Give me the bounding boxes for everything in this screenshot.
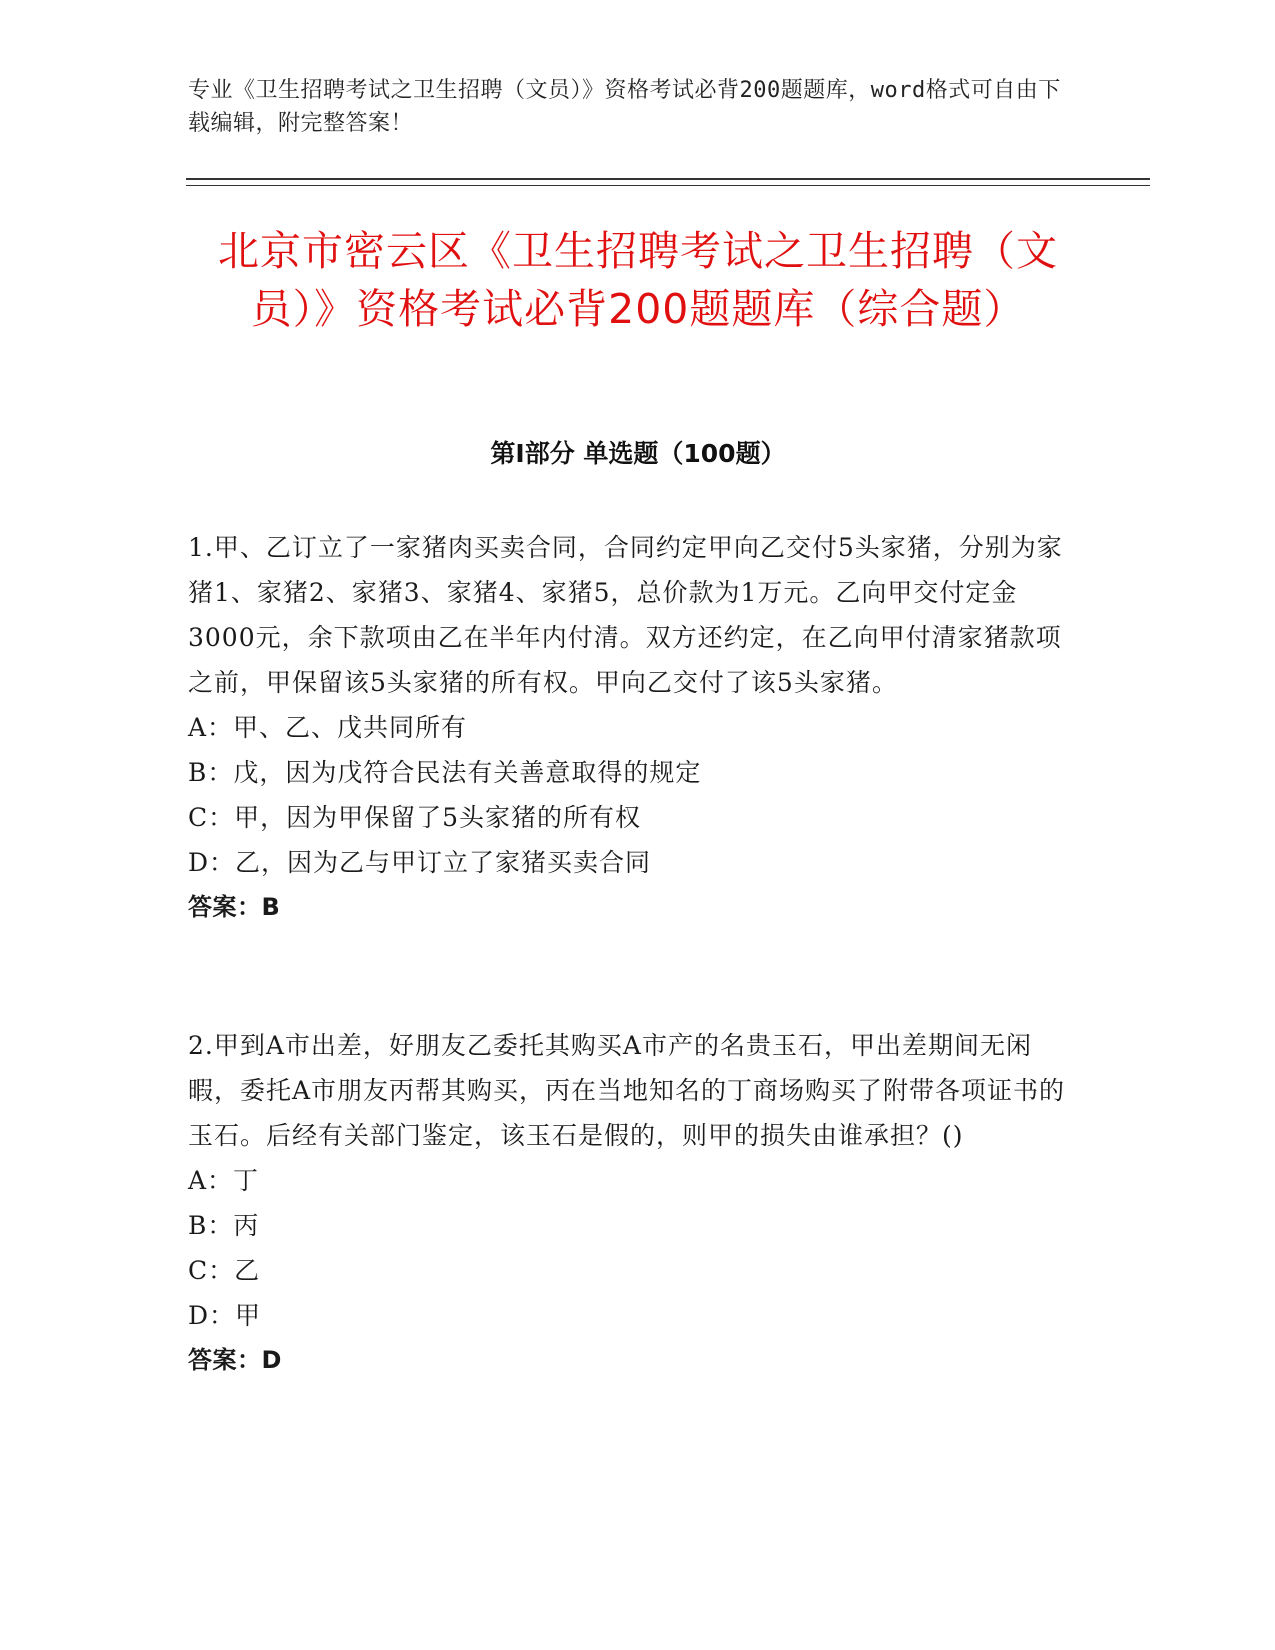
header-note: 专业《卫生招聘考试之卫生招聘（文员）》资格考试必背200题题库，word格式可自由下载编辑，附完整答案！ [188, 78, 1061, 136]
option-d: D：乙，因为乙与甲订立了家猪买卖合同 [188, 848, 652, 877]
option-a: A：甲、乙、戊共同所有 [188, 713, 468, 742]
option-b: B：戊，因为戊符合民法有关善意取得的规定 [188, 758, 702, 787]
question-text: 2.甲到A市出差，好朋友乙委托其购买A市产的名贵玉石，甲出差期间无闲暇，委托A市朋友丙帮其购买，丙在当地知名的丁商场购买了附带各项证书的玉石。后经有关部门鉴定，该玉石是假的，则甲的损失由谁承担？() [188, 1031, 1066, 1150]
option-d: D：甲 [188, 1301, 262, 1330]
question-text: 1.甲、乙订立了一家猪肉买卖合同，合同约定甲向乙交付5头家猪，分别为家猪1、家猪2、家猪3、家猪4、家猪5，总价款为1万元。乙向甲交付定金3000元，余下款项由乙在半年内付清。双方还约定，在乙向甲付清家猪款项之前，甲保留该5头家猪的所有权。甲向乙交付了该5头家猪。 [188, 533, 1063, 697]
header-rule-thin [186, 185, 1150, 186]
answer: 答案：B [188, 893, 281, 921]
option-a: A：丁 [188, 1166, 260, 1195]
option-b: B：丙 [188, 1211, 260, 1240]
question-2 [188, 1023, 1078, 1383]
question-1 [188, 525, 1078, 930]
section-heading: 第I部分 单选题（100题） [490, 439, 786, 468]
option-c: C：甲，因为甲保留了5头家猪的所有权 [188, 803, 642, 832]
answer: 答案：D [188, 1346, 282, 1374]
document-title: 北京市密云区《卫生招聘考试之卫生招聘（文员）》资格考试必背200题题库（综合题） [218, 227, 1058, 333]
header-rule-thick [186, 178, 1150, 180]
option-c: C：乙 [188, 1256, 261, 1285]
